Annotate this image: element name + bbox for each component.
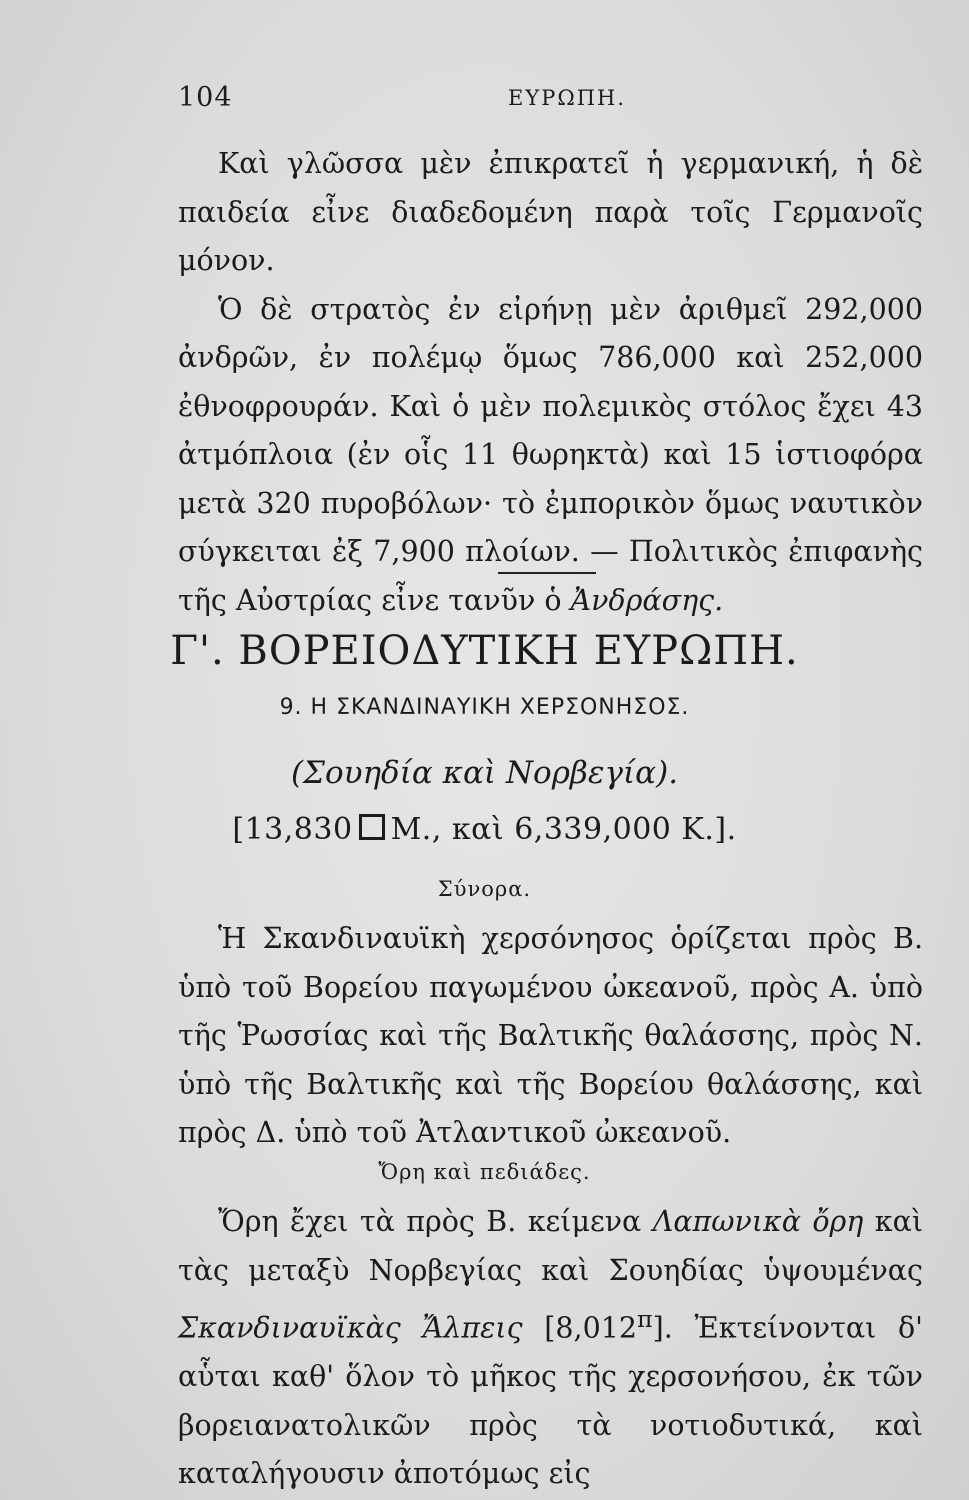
borders-paragraph: Ἡ Σκανδιναυϊκὴ χερσόνησος ὁρίζεται πρὸς Β. ὑπὸ τοῦ Βορείου παγωμένου ὠκεανοῦ, πρὸς Α. ὑπὸ τῆς Ῥωσσίας καὶ τῆς Βαλτικῆς θαλάσσης, πρὸς Ν. ὑπὸ τῆς Βαλτικῆς καὶ τῆς Βορείου θαλάσσης, καὶ πρὸς Δ. ὑπὸ τοῦ Ἀτλαντικοῦ ὠκεανοῦ. xyxy=(178,922,923,1149)
page-header xyxy=(178,82,738,122)
mountains-block xyxy=(178,1198,923,1499)
paragraph-army xyxy=(178,286,923,626)
borders-heading: Σύνορα. xyxy=(437,877,532,901)
mountains-heading: Ὄρη καὶ πεδιάδες. xyxy=(378,1160,591,1184)
chapter-subtitle: (Σουηδία καὶ Νορβεγία). xyxy=(290,755,679,791)
borders-block xyxy=(178,915,923,1158)
paragraph-language: Καὶ γλῶσσα μὲν ἐπικρατεῖ ἡ γερμανική, ἡ δὲ παιδεία εἶνε διαδεδομένη παρὰ τοῖς Γερμανοῖς μόνον. xyxy=(178,147,923,277)
statesman-name: Ἀνδράσης. xyxy=(570,583,724,617)
lapland-mountains: Λαπωνικὰ ὄρη xyxy=(652,1205,864,1238)
scandinavian-alps: Σκανδιναυϊκὰς Ἄλπεις xyxy=(178,1311,523,1345)
mountains-text-3: ]. Ἐκτείνονται δ' αὗται καθ' ὅλον τὸ μῆκος τῆς χερσονήσου, ἐκ τῶν βορειανατολικῶν πρὸς τὰ νοτιοδυτικά, καὶ καταλήγουσιν ἀποτόμως εἰς xyxy=(178,1311,923,1490)
section-title: Γ'. ΒΟΡΕΙΟΔΥΤΙΚΗ ΕΥΡΩΠΗ. xyxy=(170,628,799,674)
mountains-paragraph xyxy=(178,1198,923,1499)
section-divider xyxy=(498,572,596,574)
area-population-stats xyxy=(0,812,969,847)
mountains-text-1: Ὄρη ἔχει τὰ πρὸς Β. κείμενα xyxy=(218,1205,642,1238)
chapter-title: 9. Η ΣΚΑΝΔΙΝΑΥΙΚΗ ΧΕΡΣΟΝΗΣΟΣ. xyxy=(279,695,690,720)
square-icon xyxy=(359,814,385,840)
page-number: 104 xyxy=(178,82,233,113)
paragraph-army-text: Ὁ δὲ στρατὸς ἐν εἰρήνῃ μὲν ἀριθμεῖ 292,000 ἀνδρῶν, ἐν πολέμῳ ὅμως 786,000 καὶ 252,000 ἐθνοφρουράν. Καὶ ὁ μὲν πολεμικὸς στόλος ἔχει 43 ἀτμόπλοια (ἐν οἷς 11 θωρηκτὰ) καὶ 15 ἱστιοφόρα μετὰ 320 πυροβόλων· τὸ ἐμπορικὸν ὅμως ναυτικὸν σύγκειται ἐξ 7,900 πλοίων. — Πολιτικὸς ἐπιφανὴς τῆς Αὐστρίας εἶνε τανῦν ὁ xyxy=(178,292,923,617)
mountains-text-2: καὶ τὰς μεταξὺ Νορβεγίας καὶ Σουηδίας ὑψουμένας xyxy=(178,1205,924,1287)
stats-area: [13,830 xyxy=(232,812,353,847)
height-unit: π xyxy=(636,1305,653,1333)
stats-population: Μ., καὶ 6,339,000 Κ.]. xyxy=(390,812,737,847)
top-text-block xyxy=(178,140,923,625)
running-title: ΕΥΡΩΠΗ. xyxy=(508,86,627,110)
mountains-height: [8,012 xyxy=(544,1311,637,1345)
